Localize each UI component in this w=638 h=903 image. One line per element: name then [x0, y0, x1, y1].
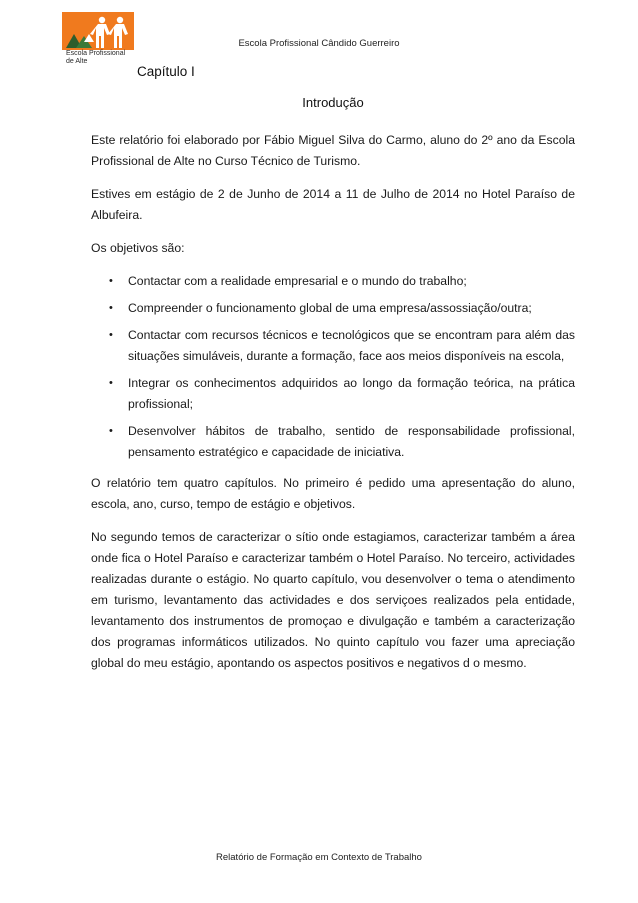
- bullet-icon: •: [109, 425, 113, 437]
- document-body: [91, 130, 575, 686]
- list-item-text: Integrar os conhecimentos adquiridos ao longo da formação teórica, na prática profissional;: [128, 376, 575, 411]
- list-item: [91, 298, 575, 319]
- list-item: [91, 325, 575, 367]
- list-item: [91, 271, 575, 292]
- internship-paragraph: Estives em estágio de 2 de Junho de 2014 a 11 de Julho de 2014 no Hotel Paraíso de Albufeira.: [91, 187, 575, 222]
- bullet-icon: •: [109, 329, 113, 341]
- logo-text-line-1: Escola Profissional: [66, 50, 126, 57]
- section-title: Introdução: [302, 95, 364, 110]
- bullet-icon: •: [109, 377, 113, 389]
- list-item: [91, 421, 575, 463]
- header-school-name: Escola Profissional Cândido Guerreiro: [238, 38, 400, 49]
- list-item-text: Contactar com a realidade empresarial e o mundo do trabalho;: [128, 274, 467, 288]
- page-footer: Relatório de Formação em Contexto de Trabalho: [216, 852, 422, 863]
- bullet-icon: •: [109, 302, 113, 314]
- list-item-text: Desenvolver hábitos de trabalho, sentido de responsabilidade profissional, pensamento estratégico e capacidade de iniciativa.: [128, 424, 575, 459]
- objectives-heading: Os objetivos são:: [91, 241, 185, 255]
- list-item: [91, 373, 575, 415]
- intro-paragraph: Este relatório foi elaborado por Fábio Miguel Silva do Carmo, aluno do 2º ano da Escola Profissional de Alte no Curso Técnico de Turismo.: [91, 133, 575, 168]
- logo-text-line-2: de Alte: [66, 58, 88, 65]
- logo-text: [66, 50, 125, 66]
- bullet-icon: •: [109, 275, 113, 287]
- chapters-paragraph: O relatório tem quatro capítulos. No primeiro é pedido uma apresentação do aluno, escola, ano, curso, tempo de estágio e objetivos.: [91, 476, 575, 511]
- list-item-text: Compreender o funcionamento global de uma empresa/assossiação/outra;: [128, 301, 532, 315]
- list-item-text: Contactar com recursos técnicos e tecnológicos que se encontram para além das situações simuláveis, durante a formação, face aos meios disponíveis na escola,: [128, 328, 575, 363]
- chapter-title: Capítulo I: [137, 64, 195, 79]
- chapters-detail-paragraph: No segundo temos de caracterizar o sítio onde estagiamos, caracterizar também a área onde fica o Hotel Paraíso e caracterizar também o Hotel Paraíso. No terceiro, actividades realizadas durante o estágio. No quarto capítulo, vou desenvolver o tema o atendimento em turismo, levantamento das actividades e dos serviçoes realizados pela entidade, levantamento dos instrumentos de promoçao e divulgação e também a caracterização dos programas informáticos utilizados. No quinto capítulo vou fazer uma apreciação global do meu estágio, apontando os aspectos positivos e negativos d o mesmo.: [91, 530, 575, 670]
- objectives-list: [91, 271, 575, 463]
